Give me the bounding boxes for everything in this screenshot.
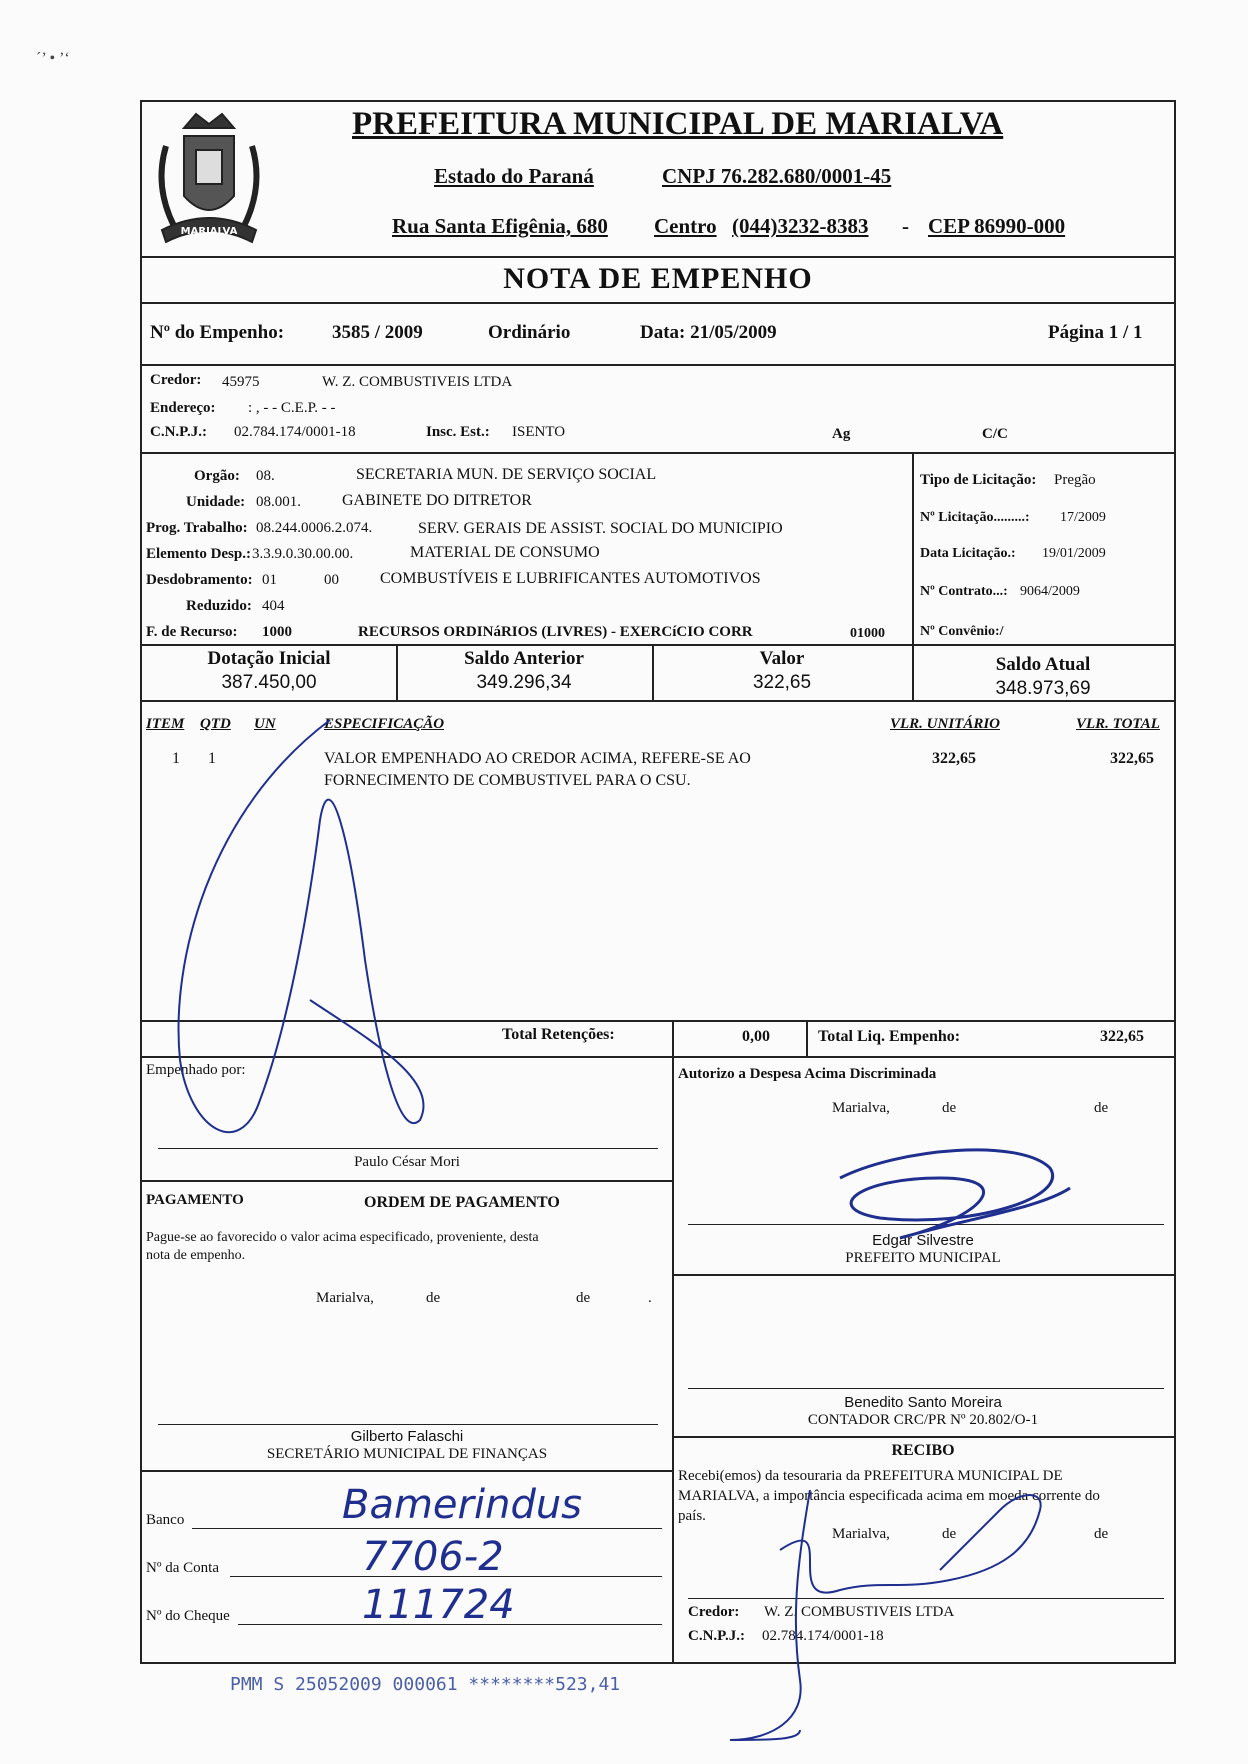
recibo-text-line3: país. [678, 1508, 706, 1524]
pagamento-de2: de [576, 1290, 591, 1306]
empenho-number: 3585 / 2009 [332, 322, 423, 343]
seal-text: MARIALVA [180, 226, 238, 237]
retencoes-value: 0,00 [742, 1028, 770, 1045]
scan-marks: ´’ • ’‘ [36, 50, 70, 67]
liq-label: Total Liq. Empenho: [818, 1028, 961, 1045]
doc-title: NOTA DE EMPENHO [503, 262, 813, 295]
retencoes-label: Total Retenções: [502, 1026, 615, 1043]
recibo-text-line1: Recebi(emos) da tesouraria da PREFEITURA MUNICIPAL DE [678, 1468, 1063, 1484]
endereco-value: : , - - C.E.P. - - [248, 400, 336, 416]
pagamento-text-line2: nota de empenho. [146, 1248, 246, 1263]
autorizo-place: Marialva, [832, 1100, 890, 1116]
recibo-de1: de [942, 1526, 957, 1542]
col-total: VLR. TOTAL [1076, 716, 1160, 732]
conta-label: Nº da Conta [146, 1560, 219, 1576]
valor-label: Valor [759, 648, 805, 669]
pagamento-de1: de [426, 1290, 441, 1306]
header-dash: - [902, 214, 909, 238]
col-qtd: QTD [200, 716, 231, 732]
orgao-name: SECRETARIA MUN. DE SERVIÇO SOCIAL [356, 466, 657, 483]
tipo-licitacao: Pregão [1054, 472, 1096, 488]
empenhado-label: Empenhado por: [146, 1062, 246, 1078]
payment-stamp: PMM S 25052009 000061 ********523,41 [230, 1674, 621, 1695]
autorizo-de1: de [942, 1100, 957, 1116]
empenho-date: Data: 21/05/2009 [640, 322, 777, 343]
num-licitacao-label: Nº Licitação.........: [920, 510, 1030, 525]
ag-label: Ag [832, 426, 851, 442]
desd-name: COMBUSTÍVEIS E LUBRIFICANTES AUTOMOTIVOS [380, 570, 761, 587]
recibo-credor-name: W. Z. COMBUSTIVEIS LTDA [764, 1604, 955, 1620]
recurso-code2: 01000 [850, 626, 885, 641]
liq-value: 322,65 [1100, 1028, 1144, 1045]
contador-title: CONTADOR CRC/PR Nº 20.802/O-1 [807, 1412, 1039, 1428]
secretario-title: SECRETÁRIO MUNICIPAL DE FINANÇAS [266, 1446, 548, 1462]
header-district: Centro [654, 214, 717, 238]
recibo-de2: de [1094, 1526, 1109, 1542]
prog-name: SERV. GERAIS DE ASSIST. SOCIAL DO MUNICIPIO [418, 520, 783, 537]
endereco-label: Endereço: [150, 400, 216, 416]
col-spec: ESPECIFICAÇÃO [324, 716, 445, 732]
pagamento-label: PAGAMENTO [146, 1192, 244, 1208]
desd-label: Desdobramento: [146, 572, 253, 588]
orgao-code: 08. [256, 468, 275, 484]
valor: 322,65 [752, 672, 812, 693]
cheque-value-handwritten: 111724 [362, 1582, 515, 1628]
pagamento-place: Marialva, [316, 1290, 374, 1306]
recibo-credor-label: Credor: [688, 1604, 740, 1620]
header-cnpj: CNPJ 76.282.680/0001-45 [662, 164, 892, 188]
recurso-label: F. de Recurso: [146, 624, 238, 640]
recibo-cnpj: 02.784.174/0001-18 [762, 1628, 884, 1644]
contrato: 9064/2009 [1020, 584, 1080, 599]
item-unit-value: 322,65 [932, 750, 976, 767]
autorizo-label: Autorizo a Despesa Acima Discriminada [678, 1066, 937, 1082]
empenho-label: Nº do Empenho: [150, 322, 285, 343]
header-address: Rua Santa Efigênia, 680 [392, 214, 608, 238]
header-state: Estado do Paraná [434, 164, 594, 188]
insc-value: ISENTO [512, 424, 566, 440]
contrato-label: Nº Contrato...: [920, 584, 1008, 599]
credor-code: 45975 [222, 374, 260, 390]
conta-value-handwritten: 7706-2 [362, 1534, 504, 1580]
orgao-label: Orgão: [194, 468, 240, 484]
autorizo-de2: de [1094, 1100, 1109, 1116]
dotacao-inicial-label: Dotação Inicial [207, 648, 331, 669]
elem-code: 3.3.9.0.30.00.00. [252, 546, 354, 562]
cnpj-label: C.N.P.J.: [150, 424, 207, 440]
pagamento-dot: . [648, 1290, 652, 1306]
item-total-value: 322,65 [1110, 750, 1154, 767]
secretario-name: Gilberto Falaschi [350, 1428, 464, 1445]
unidade-label: Unidade: [186, 494, 246, 510]
convenio-label: Nº Convênio:/ [920, 624, 1004, 639]
municipal-seal-icon [144, 106, 274, 256]
cnpj-value: 02.784.174/0001-18 [234, 424, 356, 440]
dotacao-inicial: 387.450,00 [221, 672, 317, 693]
cc-label: C/C [982, 426, 1008, 442]
reduzido-code: 404 [262, 598, 285, 614]
col-item: ITEM [146, 716, 185, 732]
saldo-anterior-label: Saldo Anterior [464, 648, 584, 669]
cheque-label: Nº do Cheque [146, 1608, 230, 1624]
prog-label: Prog. Trabalho: [146, 520, 248, 536]
recurso-code: 1000 [262, 624, 292, 640]
recibo-title: RECIBO [891, 1442, 955, 1459]
prefeito-name: Edgar Silvestre [872, 1232, 974, 1249]
elem-label: Elemento Desp.: [146, 546, 251, 562]
recibo-place: Marialva, [832, 1526, 890, 1542]
page-title: PREFEITURA MUNICIPAL DE MARIALVA [352, 106, 1004, 142]
num-licitacao: 17/2009 [1060, 510, 1106, 525]
banco-label: Banco [146, 1512, 185, 1528]
contador-name: Benedito Santo Moreira [844, 1394, 1002, 1411]
prefeito-title: PREFEITO MUNICIPAL [845, 1250, 1001, 1266]
reduzido-label: Reduzido: [186, 598, 252, 614]
empenhado-name: Paulo César Mori [354, 1154, 460, 1170]
header-cep: CEP 86990-000 [928, 214, 1066, 238]
header-phone: (044)3232-8383 [732, 214, 869, 238]
empenho-page: Página 1 / 1 [1048, 322, 1143, 343]
recurso-name: RECURSOS ORDINáRIOS (LIVRES) - EXERCíCIO CORR [358, 624, 753, 640]
elem-name: MATERIAL DE CONSUMO [410, 544, 600, 561]
unidade-code: 08.001. [256, 494, 301, 510]
pagamento-text-line1: Pague-se ao favorecido o valor acima especificado, proveniente, desta [146, 1230, 539, 1245]
ordem-pagamento-label: ORDEM DE PAGAMENTO [364, 1194, 560, 1211]
saldo-atual-label: Saldo Atual [995, 654, 1091, 675]
item-number: 1 [172, 750, 180, 767]
banco-value-handwritten: Bamerindus [342, 1482, 583, 1528]
tipo-licitacao-label: Tipo de Licitação: [920, 472, 1037, 488]
empenho-type: Ordinário [488, 322, 571, 343]
item-spec-line2: FORNECIMENTO DE COMBUSTIVEL PARA O CSU. [324, 772, 691, 789]
data-licitacao: 19/01/2009 [1042, 546, 1106, 561]
desd-code1: 01 [262, 572, 277, 588]
col-unit: VLR. UNITÁRIO [890, 716, 1001, 732]
nota-de-empenho-form [140, 100, 1176, 1664]
desd-code2: 00 [324, 572, 339, 588]
recibo-cnpj-label: C.N.P.J.: [688, 1628, 745, 1644]
item-spec-line1: VALOR EMPENHADO AO CREDOR ACIMA, REFERE-SE AO [324, 750, 751, 767]
credor-label: Credor: [150, 372, 202, 388]
col-un: UN [254, 716, 276, 732]
unidade-name: GABINETE DO DITRETOR [342, 492, 532, 509]
data-licitacao-label: Data Licitação.: [920, 546, 1016, 561]
prog-code: 08.244.0006.2.074. [256, 520, 373, 536]
credor-name: W. Z. COMBUSTIVEIS LTDA [322, 374, 513, 390]
insc-label: Insc. Est.: [426, 424, 490, 440]
recibo-text-line2: MARIALVA, a importância especificada acima em moeda corrente do [678, 1488, 1100, 1504]
item-qtd: 1 [208, 750, 216, 767]
saldo-anterior: 349.296,34 [476, 672, 572, 693]
saldo-atual: 348.973,69 [995, 678, 1091, 699]
